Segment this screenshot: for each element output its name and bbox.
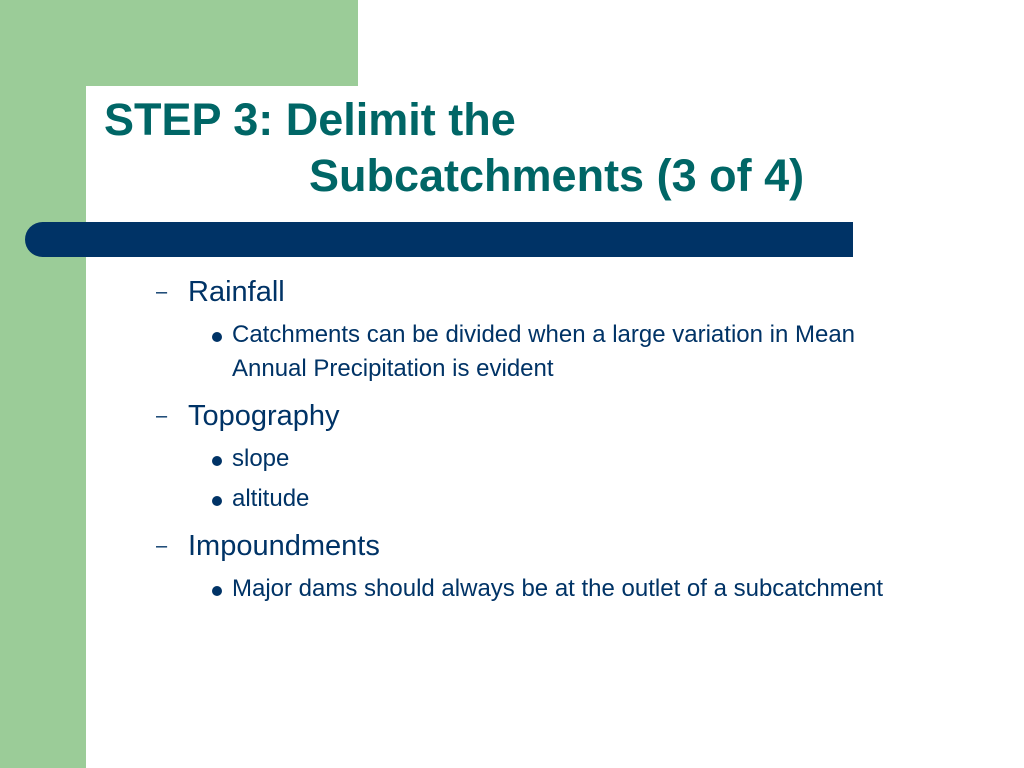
title-underline-bar — [25, 222, 853, 257]
title-line-1: STEP 3: Delimit the — [104, 94, 516, 145]
sub-bullet — [150, 482, 910, 516]
sub-bullet — [150, 442, 910, 476]
sub-bullet-text: slope — [232, 445, 290, 472]
green-top-block — [0, 0, 358, 86]
white-top-area — [358, 0, 1024, 86]
bullet-topography — [150, 396, 910, 436]
dot-bullet-icon — [212, 456, 222, 466]
sub-bullet — [150, 572, 910, 606]
bullet-label: Topography — [188, 400, 340, 432]
sub-bullet-text: altitude — [232, 485, 310, 512]
sub-bullet — [150, 318, 910, 386]
bullet-label: Impoundments — [188, 530, 380, 562]
dash-bullet-icon: – — [156, 281, 168, 303]
bullet-rainfall — [150, 272, 910, 312]
sub-bullet-text: Major dams should always be at the outlet of a subcatchment — [232, 575, 884, 602]
bullet-impoundments — [150, 526, 910, 566]
dot-bullet-icon — [212, 332, 222, 342]
title-line-2: Subcatchments (3 of 4) — [309, 150, 805, 201]
bullet-list — [150, 272, 910, 606]
dash-bullet-icon: – — [156, 405, 168, 427]
sub-bullet-text: Catchments can be divided when a large variation in Mean Annual Precipitation is evident — [232, 321, 856, 382]
slide-title — [104, 92, 804, 204]
bullet-label: Rainfall — [188, 276, 285, 308]
dot-bullet-icon — [212, 586, 222, 596]
dot-bullet-icon — [212, 496, 222, 506]
green-sidebar — [0, 0, 86, 768]
dash-bullet-icon: – — [156, 535, 168, 557]
